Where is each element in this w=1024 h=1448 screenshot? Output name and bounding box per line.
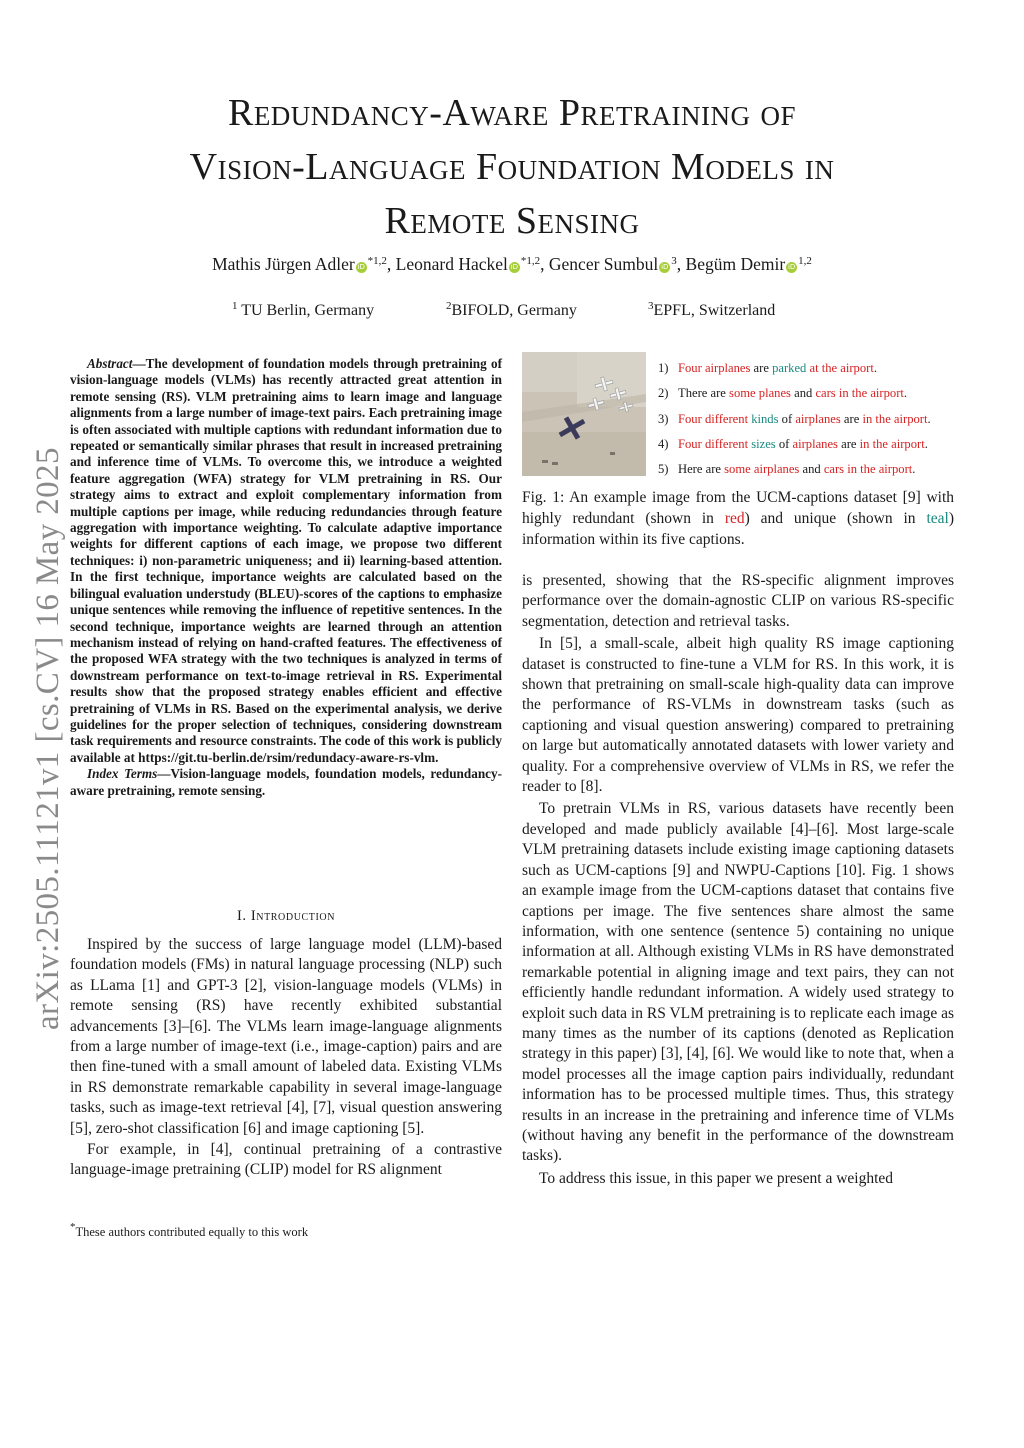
caption-fragment: of [778,411,796,426]
paragraph: To pretrain VLMs in RS, various datasets have recently been developed and made publicly available [4]–[6]. Most large-scale VLM pretraining datasets include existing image captioning datasets such as UCM-captions [9] and NWPU-Captions [10]. Fig. 1 shows an example image from the UCM-captions dataset that contains five captions per image. The five sentences share almost the same information, with one sentence (sentence 5) containing no unique information at all. Although existing VLMs in RS have demonstrated remarkable potential in aligning image and text pairs, they can not efficiently handle redundant information. A widely used strategy to exploit such data in RS VLM pretraining is to replicate each image as many times as the number of its captions (denoted as Replication strategy in this paper) [3], [4], [6]. We would like to note that, when a model processes all the image caption pairs individually, redundant information has to be processed multiple times. Thus, this strategy results in an increase in the pretraining and inference time of VLMs (without having any benefit in the performance of the downstream tasks). [522,800,954,1165]
affiliation-number: 3 [648,300,654,312]
caption-text: ) information within its five captions. [522,510,954,548]
index-terms-text: —Vision-language models, foundation models, redundancy-aware pretraining, remote sensing. [70,766,502,798]
caption-number: 1) [658,361,669,375]
footnote-text: These authors contributed equally to this work [75,1225,309,1239]
caption-text: ) and unique (shown in [744,510,927,527]
caption-fragment: airplanes [792,436,838,451]
caption-teal-word: teal [926,510,949,527]
caption-fragment: Four airplanes [678,361,751,375]
caption-number: 3) [658,411,669,426]
paragraph: is presented, showing that the RS-specific alignment improves performance over the domain-agnostic CLIP on various RS-specific segmentation, detection and retrieval tasks. [522,572,954,630]
figure-caption-item [658,457,958,482]
title-line-1: Redundancy-Aware Pretraining of [227,92,797,134]
author-name: Begüm Demir [685,254,786,274]
author-mark: 1,2 [798,255,812,267]
caption-fragment: . [903,386,908,401]
affiliation-name: BIFOLD, Germany [451,302,577,319]
airport-aerial-image [522,352,646,476]
paragraph: In [5], a small-scale, albeit high quality RS image captioning dataset is constructed to fine-tune a VLM for RS. In this work, it is shown that pretraining on small-scale high-quality data can improve the performance of RS-VLMs in downstream tasks (such as captioning and visual question answering) compared to pretraining on large but automatically annotated datasets with lower variety and quality. For a comprehensive overview of VLMs in RS, we refer the reader to [8]. [522,635,954,796]
caption-text: An example image from the UCM-captions dataset [9] with highly redundant (shown in [522,489,955,527]
paragraph: For example, in [4], continual pretraining of a contrastive language-image pretraining (CLIP) model for RS alignment [70,1141,502,1179]
figure-caption [522,487,954,550]
caption-fragment: . [873,361,877,375]
caption-fragment: cars in the airport [815,386,904,401]
footnote [70,1221,308,1240]
orcid-icon[interactable]: iD [787,263,796,271]
index-terms-label: Index Terms [87,766,158,782]
affiliation-number: 1 [232,300,238,312]
title-line-2: Vision-Language Foundation Models in [189,146,835,188]
caption-number: 5) [658,462,669,477]
right-column-text [522,571,954,1189]
figure-caption-item [658,407,958,432]
figure-caption-list [658,356,958,482]
affiliation [232,300,374,320]
paper-title [70,86,954,248]
caption-fragment: kinds [751,411,779,426]
figure-label: Fig. 1: [522,489,565,506]
caption-fragment: and [799,462,824,477]
caption-fragment: are [837,436,860,451]
caption-fragment: Here are [678,462,725,477]
caption-fragment: in the airport [862,411,928,426]
caption-fragment: at the airport [806,361,874,375]
caption-fragment: Four different [678,411,752,426]
caption-number: 2) [658,386,669,401]
orcid-icon[interactable]: iD [357,263,365,271]
author-mark: 3 [671,255,677,267]
abstract-label: Abstract [87,356,133,371]
caption-fragment: in the airport [859,436,925,451]
author-list: Mathis Jürgen Adler iD $^{*1,2}$, Leonard Hackel iD $^{*1,2}$, Gencer Sumbul iD $^3$, Begüm Demir iD $^{1,2}$ [212,254,812,274]
abstract [70,356,502,799]
caption-fragment: sizes [751,436,776,451]
title-line-3: Remote Sensing [384,200,640,242]
caption-fragment: . [924,436,928,451]
author-mark: *1,2 [520,255,541,267]
caption-fragment: airplanes [795,411,841,426]
caption-fragment: are [840,411,863,426]
caption-fragment: some planes [729,386,791,401]
affiliation [648,300,775,320]
affiliation [446,300,577,320]
figure-caption-item [658,432,958,457]
paragraph: Inspired by the success of large language model (LLM)-based foundation models (FMs) in natural language processing (NLP) such as LLama [1] and GPT-3 [2], vision-language models (VLMs) in remote sensing (RS) have recently exhibited substantial advancements [3]–[6]. The VLMs learn image-language alignments from a large number of image-text (i.e., image-caption) pairs and are then fine-tuned with a small amount of labeled data. Existing VLMs in RS demonstrate remarkable capability in several image-language tasks, such as image-text retrieval [4], [7], visual question answering [5], zero-shot classification [6] and image captioning [5]. [70,936,502,1137]
author-name: Mathis Jürgen Adler [212,254,355,274]
author-mark: *1,2 [367,255,387,267]
intro-text [70,935,502,1181]
caption-fragment: Four different [678,436,752,451]
abstract-text: —The development of foundation models through pretraining of vision-language models (VLMs) has recently attracted great attention in remote sensing (RS). VLM pretraining aims to learn image and language alignments from a large number of image-text pairs. Each pretraining image is often associated with multiple captions with redundant information due to repeated or semantically similar phrases that result in increased pretraining and inference time of VLMs. To overcome this, we introduce a weighted feature aggregation (WFA) strategy for VLM pretraining in RS. Our strategy aims to extract and exploit complementary information from multiple captions per image, while reducing redundancies through feature aggregation with importance weighting. To calculate adaptive importance weights for different captions of each image, we propose two different techniques: i) non-parametric uniqueness; and ii) learning-based attention. In the first technique, importance weights are calculated based on the bilingual evaluation understudy (BLEU)-scores of the captions to emphasize unique sentences while removing the influence of repetitive sentences. In the second technique, importance weights are learned through an attention mechanism instead of relying on hand-crafted features. The effectiveness of the proposed WFA strategy with the two techniques is analyzed in terms of downstream performance on text-to-image retrieval in RS. Experimental results show that the proposed strategy enables efficient and effective pretraining of VLMs in RS. Based on the experimental analysis, we derive guidelines for the proper selection of techniques, considering downstream task requirements and resource constraints. The code of this work is publicly available at https://git.tu-berlin.de/rsim/redundacy-aware-rs-vlm. [70,356,502,765]
author-name: Gencer Sumbul [548,254,659,274]
figure-caption-item [658,381,958,406]
caption-red-word: red [724,510,745,527]
affiliation-name: EPFL, Switzerland [653,302,776,319]
author-name: Leonard Hackel [395,254,508,274]
caption-fragment: . [912,462,916,477]
caption-fragment: . [927,411,931,426]
figure-image [522,352,646,476]
caption-fragment: and [790,386,816,401]
figure-caption-item [658,356,958,381]
caption-fragment: There are [678,386,730,401]
footnote-mark: * [70,1221,76,1233]
affiliation-name: TU Berlin, Germany [241,302,375,319]
section-heading: I. Introduction [236,908,336,924]
orcid-icon[interactable]: iD [661,263,669,271]
affiliation-number: 2 [446,300,452,312]
caption-fragment: some airplanes [724,462,800,477]
paragraph: To address this issue, in this paper we present a weighted [539,1169,894,1187]
orcid-icon[interactable]: iD [510,263,519,271]
caption-number: 4) [658,436,669,451]
caption-fragment: cars in the airport [823,462,913,477]
arxiv-stamp: arXiv:2505.11121v1 [cs.CV] 16 May 2025 [30,447,66,1030]
caption-fragment: are [750,361,773,375]
caption-fragment: of [775,436,793,451]
caption-fragment: parked [772,361,807,375]
